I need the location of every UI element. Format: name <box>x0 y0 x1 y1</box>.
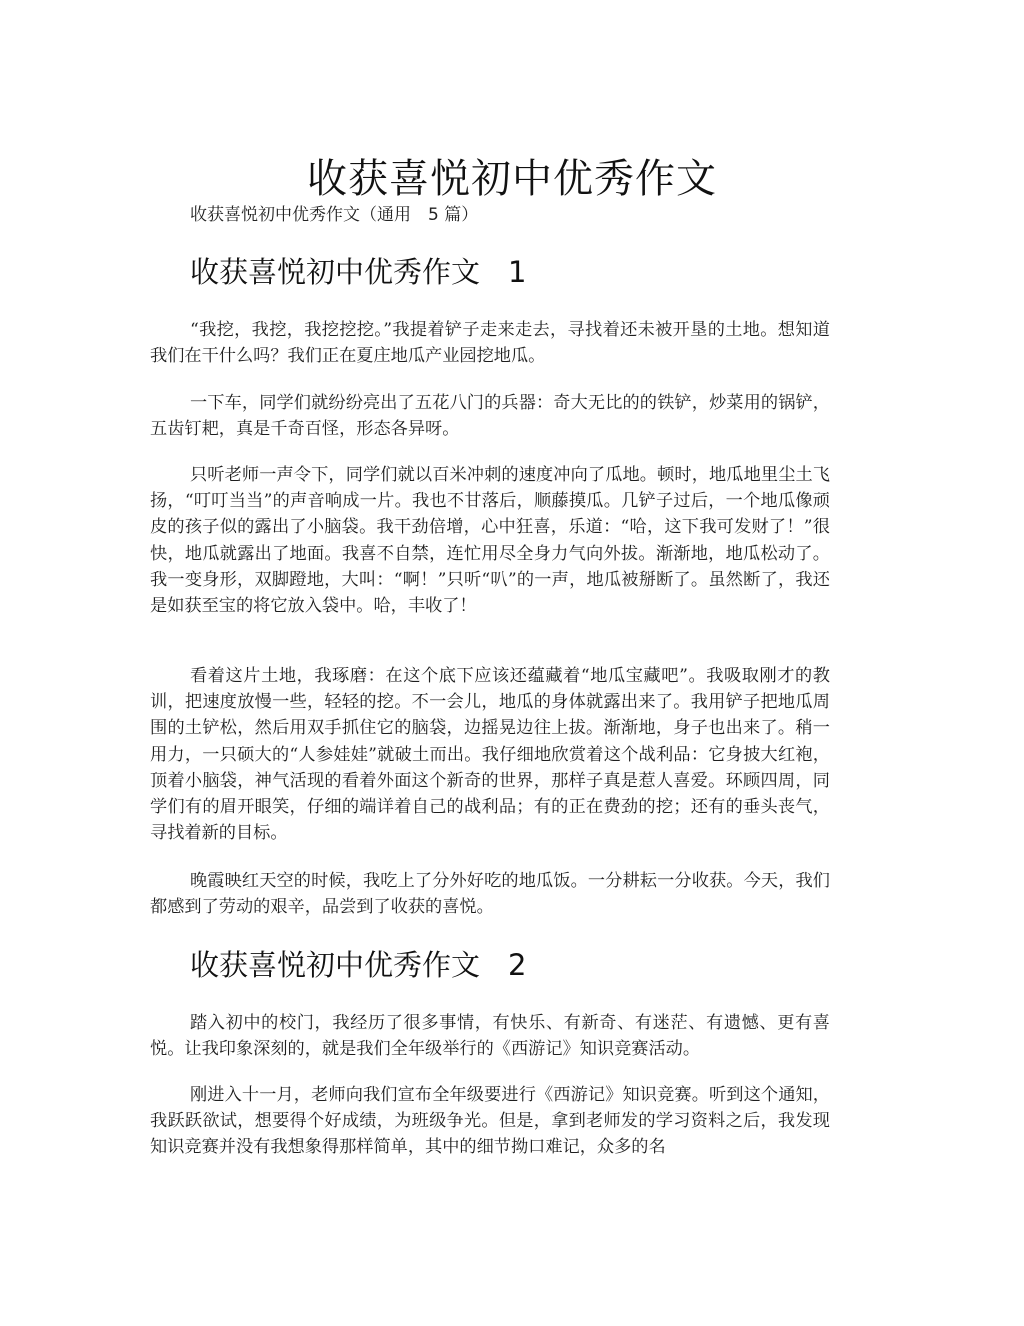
section-number: 1 <box>508 255 527 289</box>
paragraph: “我挖，我挖，我挖挖挖。”我提着铲子走来走去，寻找着还未被开垦的土地。想知道我们在干什么吗？我们正在夏庄地瓜产业园挖地瓜。 <box>150 320 830 367</box>
document-subtitle: 收获喜悦初中优秀作文（通用 5 篇） <box>190 205 479 225</box>
paragraph: 只听老师一声令下，同学们就以百米冲刺的速度冲向了瓜地。顿时，地瓜地里尘土飞扬，“叮叮当当”的声音响成一片。我也不甘落后，顺藤摸瓜。几铲子过后，一个地瓜像顽皮的孩子似的露出了小脑袋。我干劲倍增，心中狂喜，乐道：“哈，这下我可发财了！”很快，地瓜就露出了地面。我喜不自禁，连忙用尽全身力气向外拔。渐渐地，地瓜松动了。我一变身形，双脚蹬地，大叫：“啊！”只听“叭”的一声，地瓜被掰断了。虽然断了，我还是如获至宝的将它放入袋中。哈，丰收了！ <box>150 465 830 617</box>
paragraph: 踏入初中的校门，我经历了很多事情，有快乐、有新奇、有迷茫、有遗憾、更有喜悦。让我印象深刻的，就是我们全年级举行的《西游记》知识竞赛活动。 <box>150 1013 830 1060</box>
paragraph: 晚霞映红天空的时候，我吃上了分外好吃的地瓜饭。一分耕耘一分收获。今天，我们都感到了劳动的艰辛，品尝到了收获的喜悦。 <box>150 871 830 918</box>
paragraph: 看着这片土地，我琢磨：在这个底下应该还蕴藏着“地瓜宝藏吧”。我吸取刚才的教训，把速度放慢一些，轻轻的挖。不一会儿，地瓜的身体就露出来了。我用铲子把地瓜周围的土铲松，然后用双手抓住它的脑袋，边摇晃边往上拔。渐渐地，身子也出来了。稍一用力，一只硕大的“人参娃娃”就破土而出。我仔细地欣赏着这个战利品：它身披大红袍，顶着小脑袋，神气活现的看着外面这个新奇的世界，那样子真是惹人喜爱。环顾四周，同学们有的眉开眼笑，仔细的端详着自己的战利品；有的正在费劲的挖；还有的垂头丧气，寻找着新的目标。 <box>150 666 830 844</box>
document-title: 收获喜悦初中优秀作文 <box>307 155 717 202</box>
section-number: 2 <box>508 948 527 982</box>
section-heading-text: 收获喜悦初中优秀作文 <box>190 948 481 982</box>
paragraph: 一下车，同学们就纷纷亮出了五花八门的兵器：奇大无比的的铁铲，炒菜用的锅铲，五齿钉耙，真是千奇百怪，形态各异呀。 <box>150 393 830 440</box>
section-heading-2 <box>190 945 526 985</box>
section-heading-1 <box>190 252 526 292</box>
section-heading-text: 收获喜悦初中优秀作文 <box>190 255 481 289</box>
paragraph: 刚进入十一月，老师向我们宣布全年级要进行《西游记》知识竞赛。听到这个通知，我跃跃欲试，想要得个好成绩，为班级争光。但是，拿到老师发的学习资料之后，我发现知识竞赛并没有我想象得那样简单，其中的细节拗口难记，众多的名 <box>150 1085 830 1158</box>
